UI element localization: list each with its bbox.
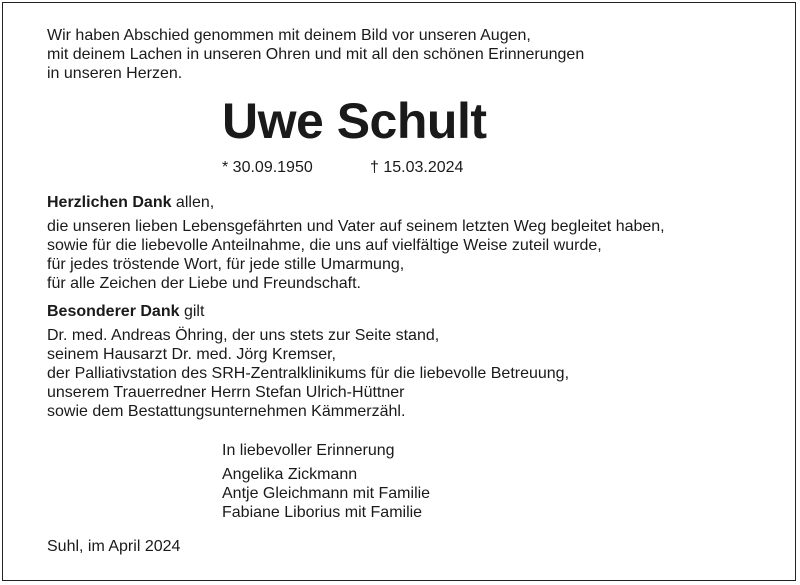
- birth-date: * 30.09.1950: [222, 159, 313, 176]
- thanks-section-1: [47, 193, 665, 293]
- thanks-line: für jedes tröstende Wort, für jede stille Umarmung,: [47, 256, 405, 273]
- place-date: Suhl, im April 2024: [47, 538, 181, 555]
- intro-line: Wir haben Abschied genommen mit deinem Bild vor unseren Augen,: [47, 27, 531, 44]
- thanks-heading-bold: Besonderer Dank: [47, 303, 180, 320]
- thanks-heading-rest: gilt: [179, 303, 205, 320]
- thanks-line: der Palliativstation des SRH-Zentralklinikums für die liebevolle Betreuung,: [47, 365, 570, 382]
- deceased-name: Uwe Schult: [222, 93, 487, 149]
- thanks-line: seinem Hausarzt Dr. med. Jörg Kremser,: [47, 346, 336, 363]
- signatory: Antje Gleichmann mit Familie: [222, 485, 431, 502]
- thanks-heading-1: [47, 193, 665, 212]
- thanks-section-2: [47, 302, 569, 421]
- intro-line: mit deinem Lachen in unseren Ohren und mit all den schönen Erinnerungen: [47, 46, 585, 63]
- signatory: Fabiane Liborius mit Familie: [222, 504, 423, 521]
- thanks-heading-2: [47, 302, 569, 321]
- signatory: Angelika Zickmann: [222, 466, 358, 483]
- thanks-line: die unseren lieben Lebensgefährten und Vater auf seinem letzten Weg begleitet haben,: [47, 218, 665, 235]
- thanks-heading-bold: Herzlichen Dank: [47, 194, 172, 211]
- death-date: † 15.03.2024: [370, 159, 464, 176]
- intro-line: in unseren Herzen.: [47, 65, 183, 82]
- thanks-line: unserem Trauerredner Herrn Stefan Ulrich-Hüttner: [47, 384, 405, 401]
- intro-text: [47, 26, 584, 83]
- signatories: [222, 465, 430, 522]
- closing-phrase: In liebevoller Erinnerung: [222, 442, 395, 459]
- thanks-line: für alle Zeichen der Liebe und Freundschaft.: [47, 275, 361, 292]
- thanks-line: sowie für die liebevolle Anteilnahme, die uns auf vielfältige Weise zuteil wurde,: [47, 237, 602, 254]
- thanks-line: Dr. med. Andreas Öhring, der uns stets zur Seite stand,: [47, 327, 440, 344]
- thanks-heading-rest: allen,: [171, 194, 215, 211]
- thanks-line: sowie dem Bestattungsunternehmen Kämmerzähl.: [47, 403, 406, 420]
